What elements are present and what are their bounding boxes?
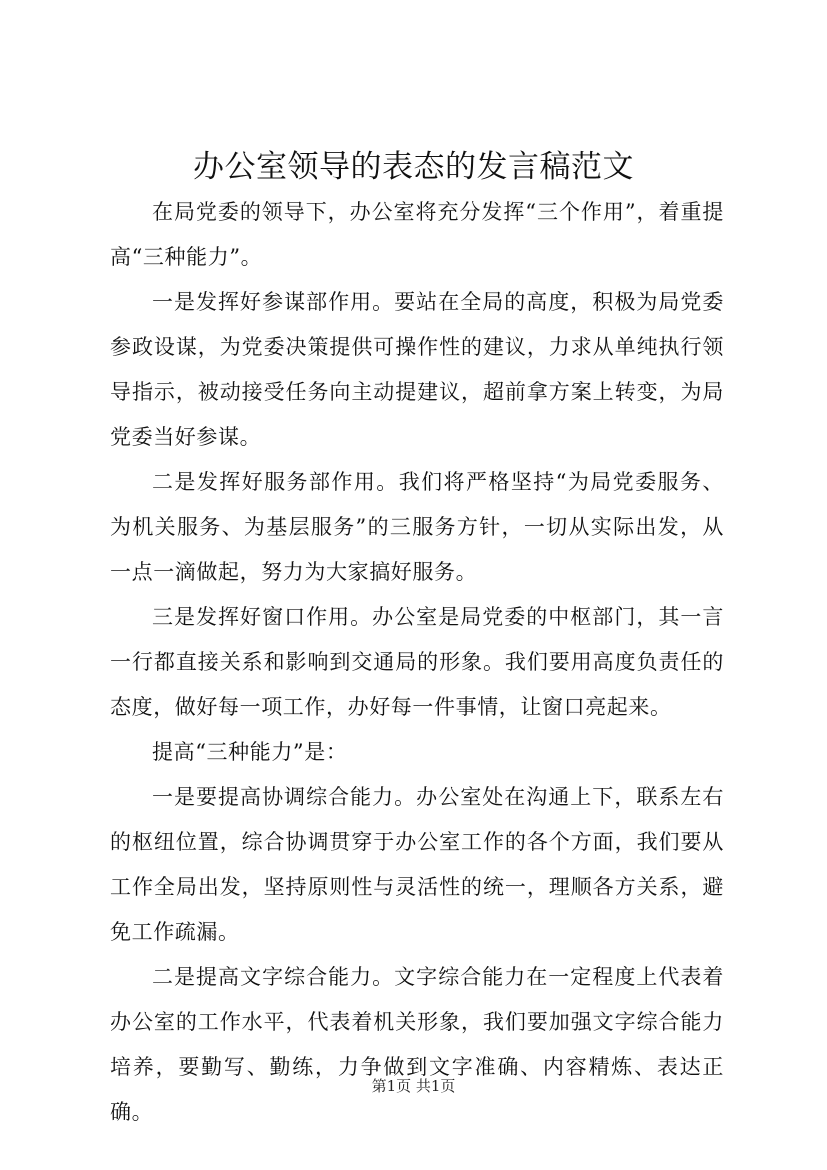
- paragraph-advisor-role: 一是发挥好参谋部作用。要站在全局的高度，积极为局党委参政设谋，为党委决策提供可操作性的建议，力求从单纯执行领导指示，被动接受任务向主动提建议，超前拿方案上转变，为局党委当好参谋。: [110, 290, 724, 449]
- paragraph-abilities-heading: 提高“三种能力”是：: [152, 740, 348, 764]
- paragraph-writing-ability: 二是提高文字综合能力。文字综合能力在一定程度上代表着办公室的工作水平，代表着机关形象，我们要加强文字综合能力培养，要勤写、勤练，力争做到文字准确、内容精炼、表达正确。: [110, 965, 724, 1124]
- paragraph-window-role: 三是发挥好窗口作用。办公室是局党委的中枢部门，其一言一行都直接关系和影响到交通局的形象。我们要用高度负责任的态度，做好每一项工作，办好每一件事情，让窗口亮起来。: [110, 605, 724, 719]
- page-footer: 第1页 共1页: [371, 1077, 456, 1095]
- paragraph-service-role: 二是发挥好服务部作用。我们将严格坚持“为局党委服务、为机关服务、为基层服务”的三服务方针，一切从实际出发，从一点一滴做起，努力为大家搞好服务。: [110, 470, 724, 584]
- document-body: [110, 190, 724, 1135]
- document-title: 办公室领导的表态的发言稿范文: [193, 149, 634, 185]
- paragraph-coordination-ability: 一是要提高协调综合能力。办公室处在沟通上下，联系左右的枢纽位置，综合协调贯穿于办公室工作的各个方面，我们要从工作全局出发，坚持原则性与灵活性的统一，理顺各方关系，避免工作疏漏。: [110, 785, 724, 944]
- paragraph-intro: 在局党委的领导下，办公室将充分发挥“三个作用”，着重提高“三种能力”。: [110, 200, 724, 269]
